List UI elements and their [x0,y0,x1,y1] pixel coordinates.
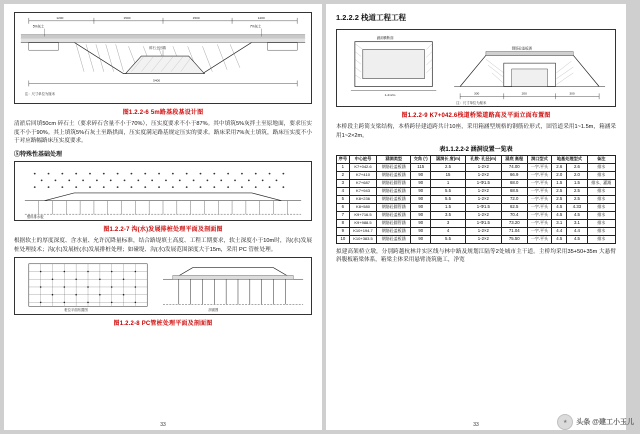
cell: 3 [337,180,350,188]
svg-text:5400: 5400 [153,78,161,83]
cell: 90 [411,235,431,243]
subhead-1: ⑤特殊性基础处理 [14,151,63,158]
cell: K10+194.7 [349,227,377,235]
cell: 74.00 [501,164,527,172]
cell: 钢筋砼盖板涵 [377,227,411,235]
section-title: 1.2.2.2 栈道工程工程 [336,13,407,22]
th-station: 中心桩号 [349,156,377,164]
svg-text:剖面图: 剖面图 [208,308,219,313]
cell: 排水 [587,195,615,203]
cell: 2.0 [552,172,567,180]
paragraph-2: 根据软土的厚度深度、含水量、允许沉降量标准，结合路堤填土高度、工程工期要求，软土深度小于10m时，沟(水)发展桩处理技术；沟(水)发展桩(水)发展排桩处理；如碰堤、沟(水)发展范围深度大于15m，采用 PC 管桩处理。 [14,237,312,253]
cell: 排水 [587,203,615,211]
cell: 6 [337,203,350,211]
cell: 排水 [587,172,615,180]
cell: 1-Φ1.5 [465,219,501,227]
cell: 90 [411,203,431,211]
svg-text:1500: 1500 [123,15,131,20]
cell: 1-2×2 [465,172,501,180]
cell: 一字-平头 [527,211,552,219]
cell: 90 [411,180,431,188]
page-number-right: 33 [473,422,479,428]
table-row [337,187,616,195]
cell: 10 [337,235,350,243]
cell: 一字-平头 [527,172,552,180]
cell: 1-2×2 [465,227,501,235]
cell: 70.4 [501,211,527,219]
cell: 2.5 [567,195,587,203]
svg-text:5%灰土: 5%灰土 [32,24,45,29]
th-index: 序号 [337,156,350,164]
th-remark: 备注 [587,156,615,164]
th-foundation: 地基处理型式 [552,156,587,164]
table-body [337,164,616,243]
cell: 一字-平头 [527,187,552,195]
cell: 2.0 [567,172,587,180]
cell: 90 [411,227,431,235]
cell: 排水、灌溉 [587,180,615,188]
cell: K9+988.5 [349,219,377,227]
th-angle: 交角 (°) [411,156,431,164]
cell: 15 [431,172,465,180]
cell: 66.9 [501,172,527,180]
cell: 1 [431,180,465,188]
cell: 一字-平头 [527,195,552,203]
th-length: 涵洞长 度(m) [431,156,465,164]
cell: K7+042.6 [349,164,377,172]
cell: 4.5 [552,235,567,243]
figure-pc-pile-plan-section [14,257,312,315]
cell: 2.5 [431,164,465,172]
cell: 1 [337,164,350,172]
figure-caption-right-1: 图1.2.2-9 K7+042.6栈道桥梁道路高及平面立面布置图 [401,113,551,119]
cell: 3 [431,219,465,227]
figure-caption-2: 图1.2.2-7 沟(水)发展排桩处理平面及剖面图 [103,226,223,233]
th-mouth-type: 洞口型式 [527,156,552,164]
cell: 钢筋砼圆管涵 [377,180,411,188]
cell: 1.5 [567,180,587,188]
table-row [337,227,616,235]
cell: 90 [411,211,431,219]
cell: 3.1 [552,219,567,227]
cell: 一字-平头 [527,164,552,172]
table-title: 表1.1.2.2-2 涵洞设置一览表 [439,147,513,154]
cell: 71.04 [501,227,527,235]
cell: 钢筋砼圆管涵 [377,203,411,211]
cell: 1-2×2 [465,211,501,219]
figure-caption-3: 图1.2.2-8 PC管桩处理平面及剖面图 [113,321,213,328]
cell: 1.5 [552,180,567,188]
watermark-logo-icon: ★ [557,414,573,430]
cell: 排水 [587,164,615,172]
cell: 5 [337,195,350,203]
cell: 90 [411,219,431,227]
cell: 排水 [587,219,615,227]
svg-text:桩位平面布置图: 桩位平面布置图 [64,308,88,313]
cell: 1-2×2 [465,187,501,195]
table-row [337,235,616,243]
cell: 75.50 [501,235,527,243]
cell: 4 [337,187,350,195]
cell: 一字-平头 [527,180,552,188]
cell: 2.5 [567,187,587,195]
cell: 2.5 [552,195,567,203]
cell: 排水 [587,187,615,195]
cell: 2 [337,172,350,180]
cell: 一字-平头 [527,203,552,211]
cell: 4.5 [567,235,587,243]
watermark-text: 头条 @建工小玉儿 [576,419,634,426]
cell: 钢筋砼盖板涵 [377,211,411,219]
cell: 2.6 [567,164,587,172]
cell: 钢筋砼盖板涵 [377,195,411,203]
cell: 钢筋砼盖板涵 [377,187,411,195]
cell: 1-2×2 [465,235,501,243]
cell: 73.20 [501,219,527,227]
cell: 4.4 [552,227,567,235]
cell: 4.5 [552,211,567,219]
table-row [337,164,616,172]
cell: 一字-平头 [527,219,552,227]
cell: 4 [431,227,465,235]
cell: 90 [411,187,431,195]
page-right [326,4,626,430]
svg-text:300: 300 [474,91,480,96]
cell: 钢筋砼圆管涵 [377,219,411,227]
cell: 4.5 [567,211,587,219]
table-row [337,203,616,211]
cell: 一字-平头 [527,235,552,243]
svg-text:碎石土回填: 碎石土回填 [149,46,166,51]
cell: 8 [337,219,350,227]
cell: 1-Φ1.5 [465,180,501,188]
paragraph-right-1: 本桥段主跨简支梁结构，本桥跨径建道跨共计10座，采用箱涵型规格的钢筋砼形式，固管道采用1~1.5m，箱涵采用1~2×2m。 [336,124,616,139]
page-left [4,4,322,430]
cell: 钢筋砼盖板涵 [377,172,411,180]
figure-drainage-plan-section [14,161,312,221]
cell: 钢筋砼盖板涵 [377,164,411,172]
cell: 1.5 [431,203,465,211]
table-row [337,219,616,227]
cell: 4.33 [567,203,587,211]
cell: 5.5 [431,235,465,243]
cell: 5.5 [431,195,465,203]
watermark [557,414,634,430]
cell: 68.5 [501,187,527,195]
cell: 排水 [587,235,615,243]
cell: K10+383.5 [349,235,377,243]
svg-text:300: 300 [569,91,575,96]
cell: 2.6 [552,164,567,172]
paragraph-right-footer: 拟建高架桥立墩，分别跨越杭林并实区线与林中路及规划江陆等2处城市主干道。主桥均采用35+50+35m 大悬臂斜腹板箱梁体系，箱梁主体采用悬臂浇筑施工，净宽 [336,248,616,264]
th-elevation: 涵底 高程 [501,156,527,164]
table-row [337,195,616,203]
table-row [337,172,616,180]
cell: 4.5 [552,203,567,211]
cell: 9 [337,227,350,235]
cell: 1-2×2 [465,195,501,203]
svg-text:7%灰土: 7%灰土 [249,24,262,29]
cell: K7+943 [349,187,377,195]
table-header-row [337,156,616,164]
svg-text:注：尺寸单位为厘米: 注：尺寸单位为厘米 [24,92,55,97]
cell: 90 [411,195,431,203]
cell: 62.5 [501,203,527,211]
svg-text:钢筋砼盖板涵: 钢筋砼盖板涵 [511,46,532,51]
svg-text:塑料排水板: 塑料排水板 [26,215,44,220]
figure-caption-1: 图1.2.2-6 5m路基段基设计图 [122,110,204,116]
cell: 3.1 [567,219,587,227]
svg-text:1-2×2m: 1-2×2m [384,93,396,98]
cell: K8+236 [349,195,377,203]
cell: 4.4 [567,227,587,235]
cell: 7 [337,211,350,219]
cell: 排水 [587,227,615,235]
cell: K8+580 [349,203,377,211]
page-number-left: 33 [160,422,166,428]
svg-text:1200: 1200 [257,15,265,20]
cell: K9+716.5 [349,211,377,219]
svg-text:200: 200 [521,91,527,96]
cell: K7+410 [349,172,377,180]
cell: 90 [411,172,431,180]
cell: 3.5 [431,211,465,219]
svg-text:1200: 1200 [56,15,64,20]
th-type: 涵洞类型 [377,156,411,164]
cell: 68.0 [501,180,527,188]
cell: 排水 [587,211,615,219]
paragraph-1: 清淤后回填50cm 碎石土（要求碎石含量不小于70%），压实度要求不小于87%。其中填筑5%灰拌土至原地面，要求压实度不小于90%。其上填筑5%石灰土至路拱面，压实度满足路基规定压实的要求。路床采用7%灰土填筑，路床压实度不小于对应路幅路床压实度要求。 [14,121,312,145]
svg-text:1500: 1500 [192,15,200,20]
cell: 2.5 [552,187,567,195]
cell: 5.5 [431,187,465,195]
cell: 1-2×2 [465,164,501,172]
svg-text:涵洞横断面: 涵洞横断面 [376,35,394,40]
cell: 钢筋砼盖板涵 [377,235,411,243]
th-span: 孔数- 孔径(m) [465,156,501,164]
cell: 1-Φ1.5 [465,203,501,211]
cell: 115 [411,164,431,172]
figure-culvert-elevation [336,29,616,107]
cell: K7+687 [349,180,377,188]
table-row [337,211,616,219]
cell: 一字-平头 [527,227,552,235]
table-row [337,180,616,188]
culvert-table [336,155,616,243]
figure-road-cross-section [14,12,312,104]
svg-text:注：尺寸单位为厘米: 注：尺寸单位为厘米 [456,101,487,106]
cell: 72.0 [501,195,527,203]
